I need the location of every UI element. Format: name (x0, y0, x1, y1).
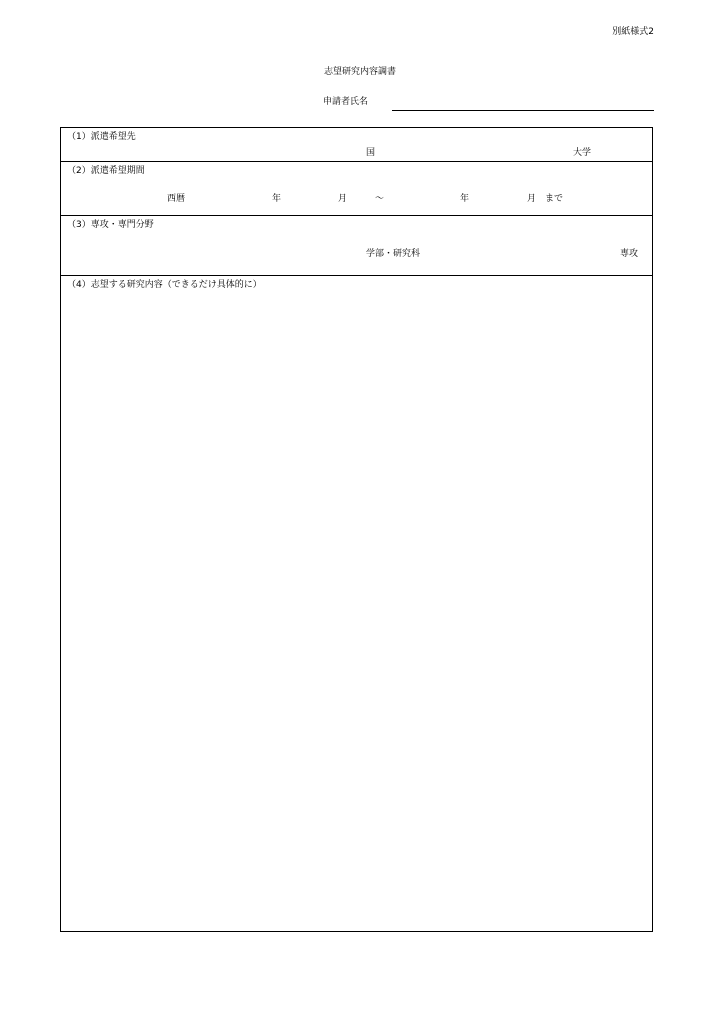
research-section (61, 276, 652, 931)
period-title: （2）派遣希望期間 (67, 166, 145, 176)
major-section (61, 216, 652, 276)
end-year-label: 年 (460, 194, 470, 204)
form-number: 別紙様式2 (612, 27, 654, 37)
form-table (60, 127, 653, 932)
destination-section (61, 128, 652, 162)
faculty-label: 学部・研究科 (366, 249, 421, 259)
start-year-label: 年 (272, 194, 282, 204)
tilde-separator: ～ (375, 194, 385, 204)
applicant-name-field[interactable] (392, 110, 654, 111)
country-label: 国 (366, 148, 376, 158)
major-label: 専攻 (620, 249, 639, 259)
research-title: （4）志望する研究内容（できるだけ具体的に） (67, 280, 262, 290)
period-section (61, 162, 652, 216)
end-month-label: 月 (527, 194, 537, 204)
document-title: 志望研究内容調書 (323, 67, 396, 77)
destination-title: （1）派遣希望先 (67, 132, 136, 142)
start-month-label: 月 (338, 194, 348, 204)
applicant-name-label: 申請者氏名 (323, 97, 369, 107)
era-label: 西暦 (167, 194, 186, 204)
research-content-area[interactable] (65, 294, 648, 927)
until-label: まで (545, 194, 564, 204)
university-label: 大学 (573, 148, 592, 158)
major-title: （3）専攻・専門分野 (67, 220, 154, 230)
